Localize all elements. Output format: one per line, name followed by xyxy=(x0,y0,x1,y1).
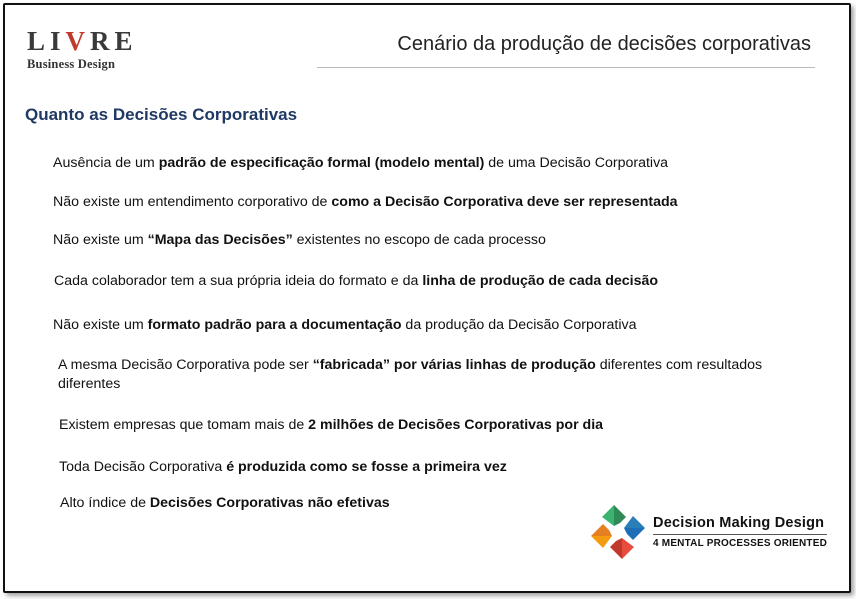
pinwheel-icon xyxy=(587,501,649,563)
list-item: Ausência de um padrão de especificação formal (modelo mental) de uma Decisão Corporativa xyxy=(53,155,669,171)
list-item: Toda Decisão Corporativa é produzida como se fosse a primeira vez xyxy=(59,459,507,475)
list-item: Não existe um entendimento corporativo de como a Decisão Corporativa deve ser representada xyxy=(53,194,678,210)
list-item: Cada colaborador tem a sua própria ideia do formato e da linha de produção de cada decisão xyxy=(54,273,659,289)
list-item: A mesma Decisão Corporativa pode ser “fabricada” por várias linhas de produção diferentes com resultados diferentes xyxy=(58,357,763,392)
dmd-subtitle: 4 MENTAL PROCESSES ORIENTED xyxy=(653,538,827,549)
dmd-title: Decision Making Design xyxy=(653,515,825,531)
logo-v-mark: V xyxy=(65,26,91,56)
section-title: Quanto as Decisões Corporativas xyxy=(25,105,298,124)
logo-subtitle: Business Design xyxy=(27,57,116,71)
decision-making-design-logo xyxy=(587,501,827,563)
list-item: Não existe um formato padrão para a documentação da produção da Decisão Corporativa xyxy=(53,317,637,333)
logo-wordmark: LIVRE xyxy=(27,26,138,56)
list-item: Não existe um “Mapa das Decisões” existentes no escopo de cada processo xyxy=(53,232,546,248)
list-item: Existem empresas que tomam mais de 2 milhões de Decisões Corporativas por dia xyxy=(59,417,604,433)
page-title: Cenário da produção de decisões corporativas xyxy=(397,33,811,55)
dmd-divider xyxy=(653,534,827,535)
list-item: Alto índice de Decisões Corporativas não efetivas xyxy=(60,495,390,511)
slide xyxy=(3,3,851,593)
